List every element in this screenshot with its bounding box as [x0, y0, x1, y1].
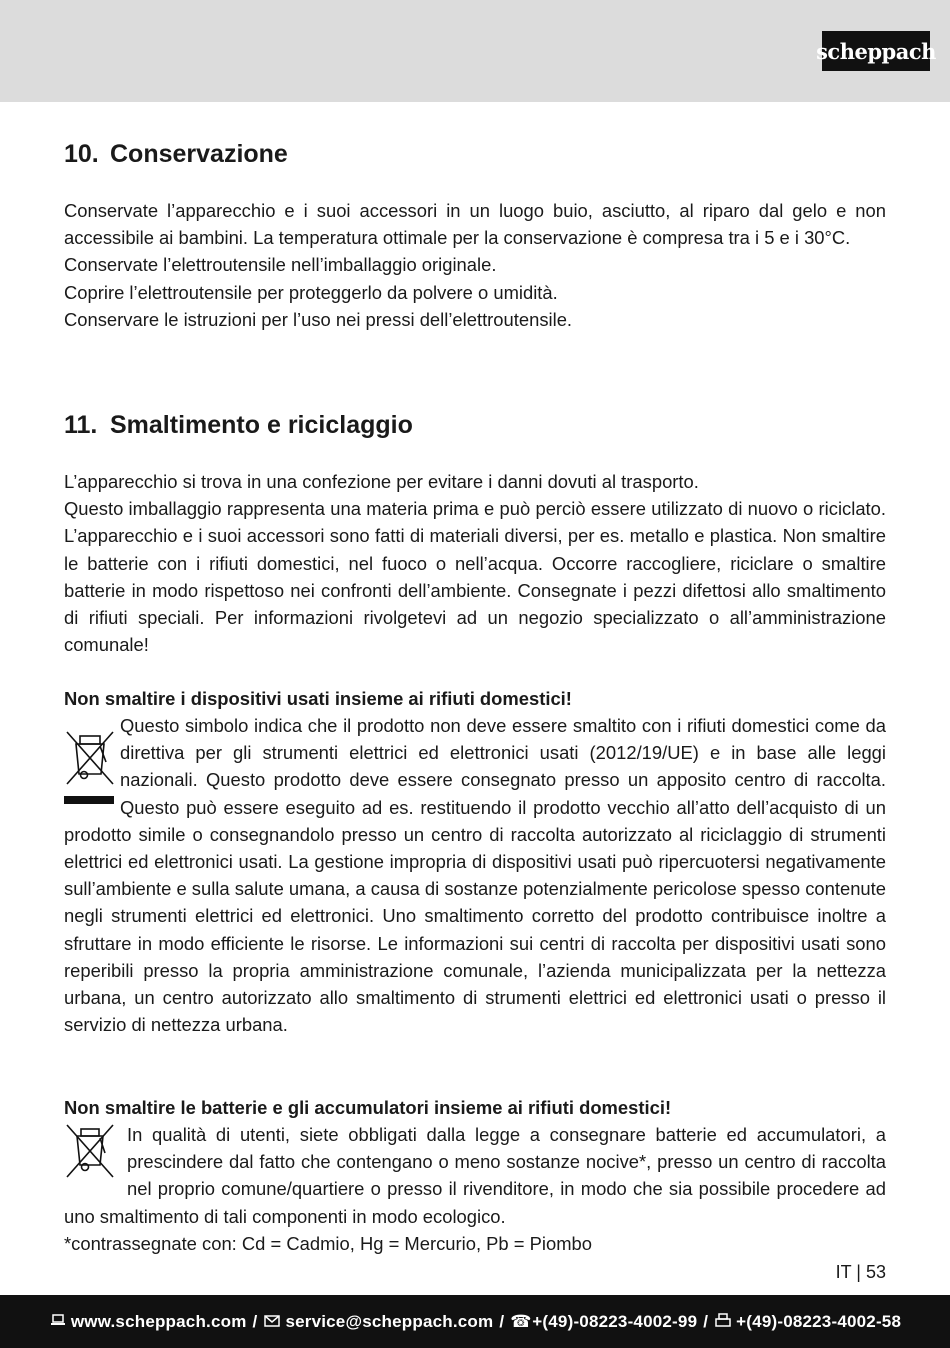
footer-fax: +(49)-08223-4002-58 — [736, 1311, 902, 1331]
envelope-icon — [263, 1312, 281, 1332]
paragraph: Conservare le istruzioni per l’uso nei pressi dell’elettroutensile. — [64, 308, 573, 330]
crossed-out-bin-icon — [64, 1121, 116, 1181]
weee-icon-wrap — [64, 712, 120, 818]
battery-warning-title: Non smaltire le batterie e gli accumulatori insieme ai rifiuti domestici! — [64, 1097, 672, 1118]
footer-separator: / — [252, 1311, 258, 1331]
section-number: 10. — [64, 140, 99, 168]
page-number-value: 53 — [865, 1262, 886, 1282]
battery-text: In qualità di utenti, siete obbligati dalla legge a consegnare batterie ed accumulatori, a prescindere dal fatto che contengano o meno sostanze nocive*, presso un centro di raccolta nel proprio comune/quartiere o presso il rivenditore, in modo che sia possibile procedere ad uno smaltimento di tali componenti in modo ecologico. — [64, 1124, 886, 1227]
paragraph: Conservate l’elettroutensile nell’imballaggio originale. — [64, 254, 497, 276]
footnote: *contrassegnate con: Cd = Cadmio, Hg = Mercurio, Pb = Piombo — [64, 1232, 592, 1254]
fax-icon — [714, 1312, 732, 1332]
crossed-out-wheelie-bin-icon — [64, 712, 116, 816]
paragraph: L’apparecchio si trova in una confezione per evitare i danni dovuti al trasporto. — [64, 471, 699, 492]
footer-bar — [0, 1295, 950, 1348]
language-code: IT — [835, 1262, 852, 1282]
battery-block — [64, 1121, 886, 1257]
section-11-heading — [64, 410, 413, 440]
weee-block — [64, 712, 886, 1038]
footer-email-link[interactable]: service@scheppach.com — [285, 1311, 494, 1331]
footer-phone[interactable]: +(49)-08223-4002-99 — [532, 1311, 698, 1331]
header-bar — [0, 0, 950, 102]
footer-separator: / — [703, 1311, 709, 1331]
section-10-heading — [64, 139, 288, 169]
paragraph: Questo imballaggio rappresenta una materia prima e può perciò essere utilizzato di nuovo o riciclato. L’apparecchio e i suoi accessori sono fatti di materiali diversi, per es. metallo e plastica. Non smaltire le batterie con i rifiuti domestici, nel fuoco o nell’acqua. Occorre raccogliere, riciclare o smaltire batterie in modo rispettoso nei confronti dell’ambiente. Consegnate i pezzi difettosi allo smaltimento di rifiuti speciali. Per informazioni rivolgetevi ad un negozio specializzato o all’amministrazione comunale! — [64, 498, 886, 656]
footer-website-link[interactable]: www.scheppach.com — [70, 1311, 247, 1331]
telephone-icon: ☎ — [510, 1311, 532, 1331]
paragraph: Coprire l’elettroutensile per proteggerlo da polvere o umidità. — [64, 281, 558, 303]
laptop-icon — [49, 1312, 67, 1332]
section-number: 11. — [64, 411, 98, 439]
weee-warning-title: Non smaltire i dispositivi usati insieme ai rifiuti domestici! — [64, 688, 572, 709]
page-number — [836, 1260, 886, 1284]
section-title: Conservazione — [110, 140, 288, 168]
section-10-body — [64, 197, 886, 333]
footer-separator: / — [499, 1311, 505, 1331]
weee-text: Questo simbolo indica che il prodotto non deve essere smaltito con i rifiuti domestici come da direttiva per gli strumenti elettrici ed elettronici usati (2012/19/UE) e in base alle leggi nazionali. Questo prodotto deve essere consegnato presso un apposito centro di raccolta. Questo può essere eseguito ad es. restituendo il prodotto vecchio all’atto dell’acquisto di un prodotto simile o consegnandolo presso un centro di raccolta autorizzato al riciclaggio di strumenti elettrici ed elettronici usati. La gestione impropria di dispositivi usati può ripercuotersi negativamente sull’ambiente e sulla salute umana, a causa di sostanze potenzialmente pericolose spesso contenute negli strumenti elettrici ed elettronici. Uno smaltimento corretto del prodotto contribuisce inoltre a sfruttare in modo efficiente le risorse. Le informazioni sui centri di raccolta per dispositivi usati sono reperibili presso la propria amministrazione comunale, l’azienda municipalizzata per la nettezza urbana, un centro autorizzato allo smaltimento di strumenti elettrici ed elettronici usati o presso il servizio di nettezza urbana. — [64, 715, 886, 1036]
paragraph: Conservate l’apparecchio e i suoi accessori in un luogo buio, asciutto, al riparo dal gelo e non accessibile ai bambini. La temperatura ottimale per la conservazione è compresa tra i 5 e i 30°C. — [64, 200, 886, 249]
battery-icon-wrap — [64, 1121, 127, 1201]
section-title: Smaltimento e riciclaggio — [110, 411, 413, 439]
page-separator: | — [856, 1262, 861, 1282]
section-11-body — [64, 468, 886, 658]
logo-text: scheppach — [816, 38, 936, 64]
scheppach-logo — [816, 31, 936, 71]
